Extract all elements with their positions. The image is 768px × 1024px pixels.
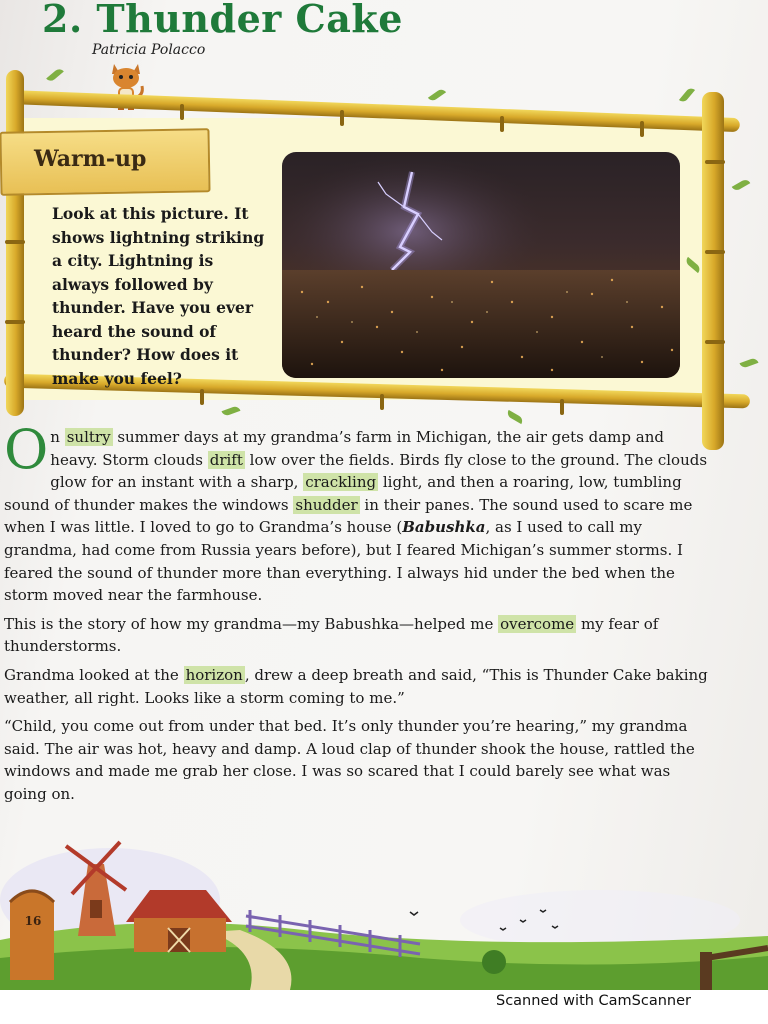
story-paragraph: On sultry summer days at my grandma’s farm in Michigan, the air gets damp and heavy. Storm clouds drift low over the fields. Birds fly close to the ground. The clouds glow for an instant with a sharp, crackling light, and then a roaring, low, tumbling sound of thunder makes the windows shudder in their panes. The sound used to scare me when I was little. I loved to go to Grandma’s house (Babushka, as I used to call my grandma, had come from Russia years before), but I feared Michigan’s summer storms. I feared the sound of thunder more than everything. I always hid under the bed when the storm moved near the farmhouse. (4, 418, 708, 605)
bamboo-frame-right (702, 92, 724, 450)
author-name: Patricia Polacco (92, 42, 206, 58)
story-paragraph: This is the story of how my grandma—my Babushka—helped me overcome my fear of thunderstorms. (4, 614, 659, 656)
lightning-city-photo (282, 152, 680, 378)
story-paragraph: “Child, you come out from under that bed. It’s only thunder you’re hearing,” my grandma said. The air was hot, heavy and damp. A loud clap of thunder shook the house, rattled the windows and made me grab her close. I was so scared that I could barely see what was going on. (4, 717, 695, 803)
page-number: 16 (24, 914, 42, 928)
vocab-highlight: crackling (305, 473, 377, 492)
warmup-prompt: Look at this picture. It shows lightning striking a city. Lightning is always followed by thunder. Have you ever heard the sound of thunder? How does it make you feel? (52, 204, 265, 388)
chapter-title: 2. Thunder Cake (42, 0, 403, 41)
scanner-watermark: Scanned with CamScanner (496, 993, 692, 1009)
vocab-highlight: shudder (295, 495, 358, 514)
vocab-highlight: overcome (500, 614, 575, 633)
vocab-highlight: drift (209, 450, 243, 469)
vocab-highlight: horizon (185, 665, 243, 684)
vocab-highlight: sultry (66, 428, 111, 446)
story-paragraph: Grandma looked at the horizon , drew a deep breath and said, “This is Thunder Cake baking weather, all right. Looks like a storm coming to me.” (4, 665, 708, 707)
warmup-label: Warm-up (34, 146, 147, 172)
story-text (4, 418, 712, 812)
italic-term: Babushka (402, 518, 486, 537)
drop-cap: O (4, 418, 49, 481)
farm-scene-illustration (0, 840, 768, 990)
